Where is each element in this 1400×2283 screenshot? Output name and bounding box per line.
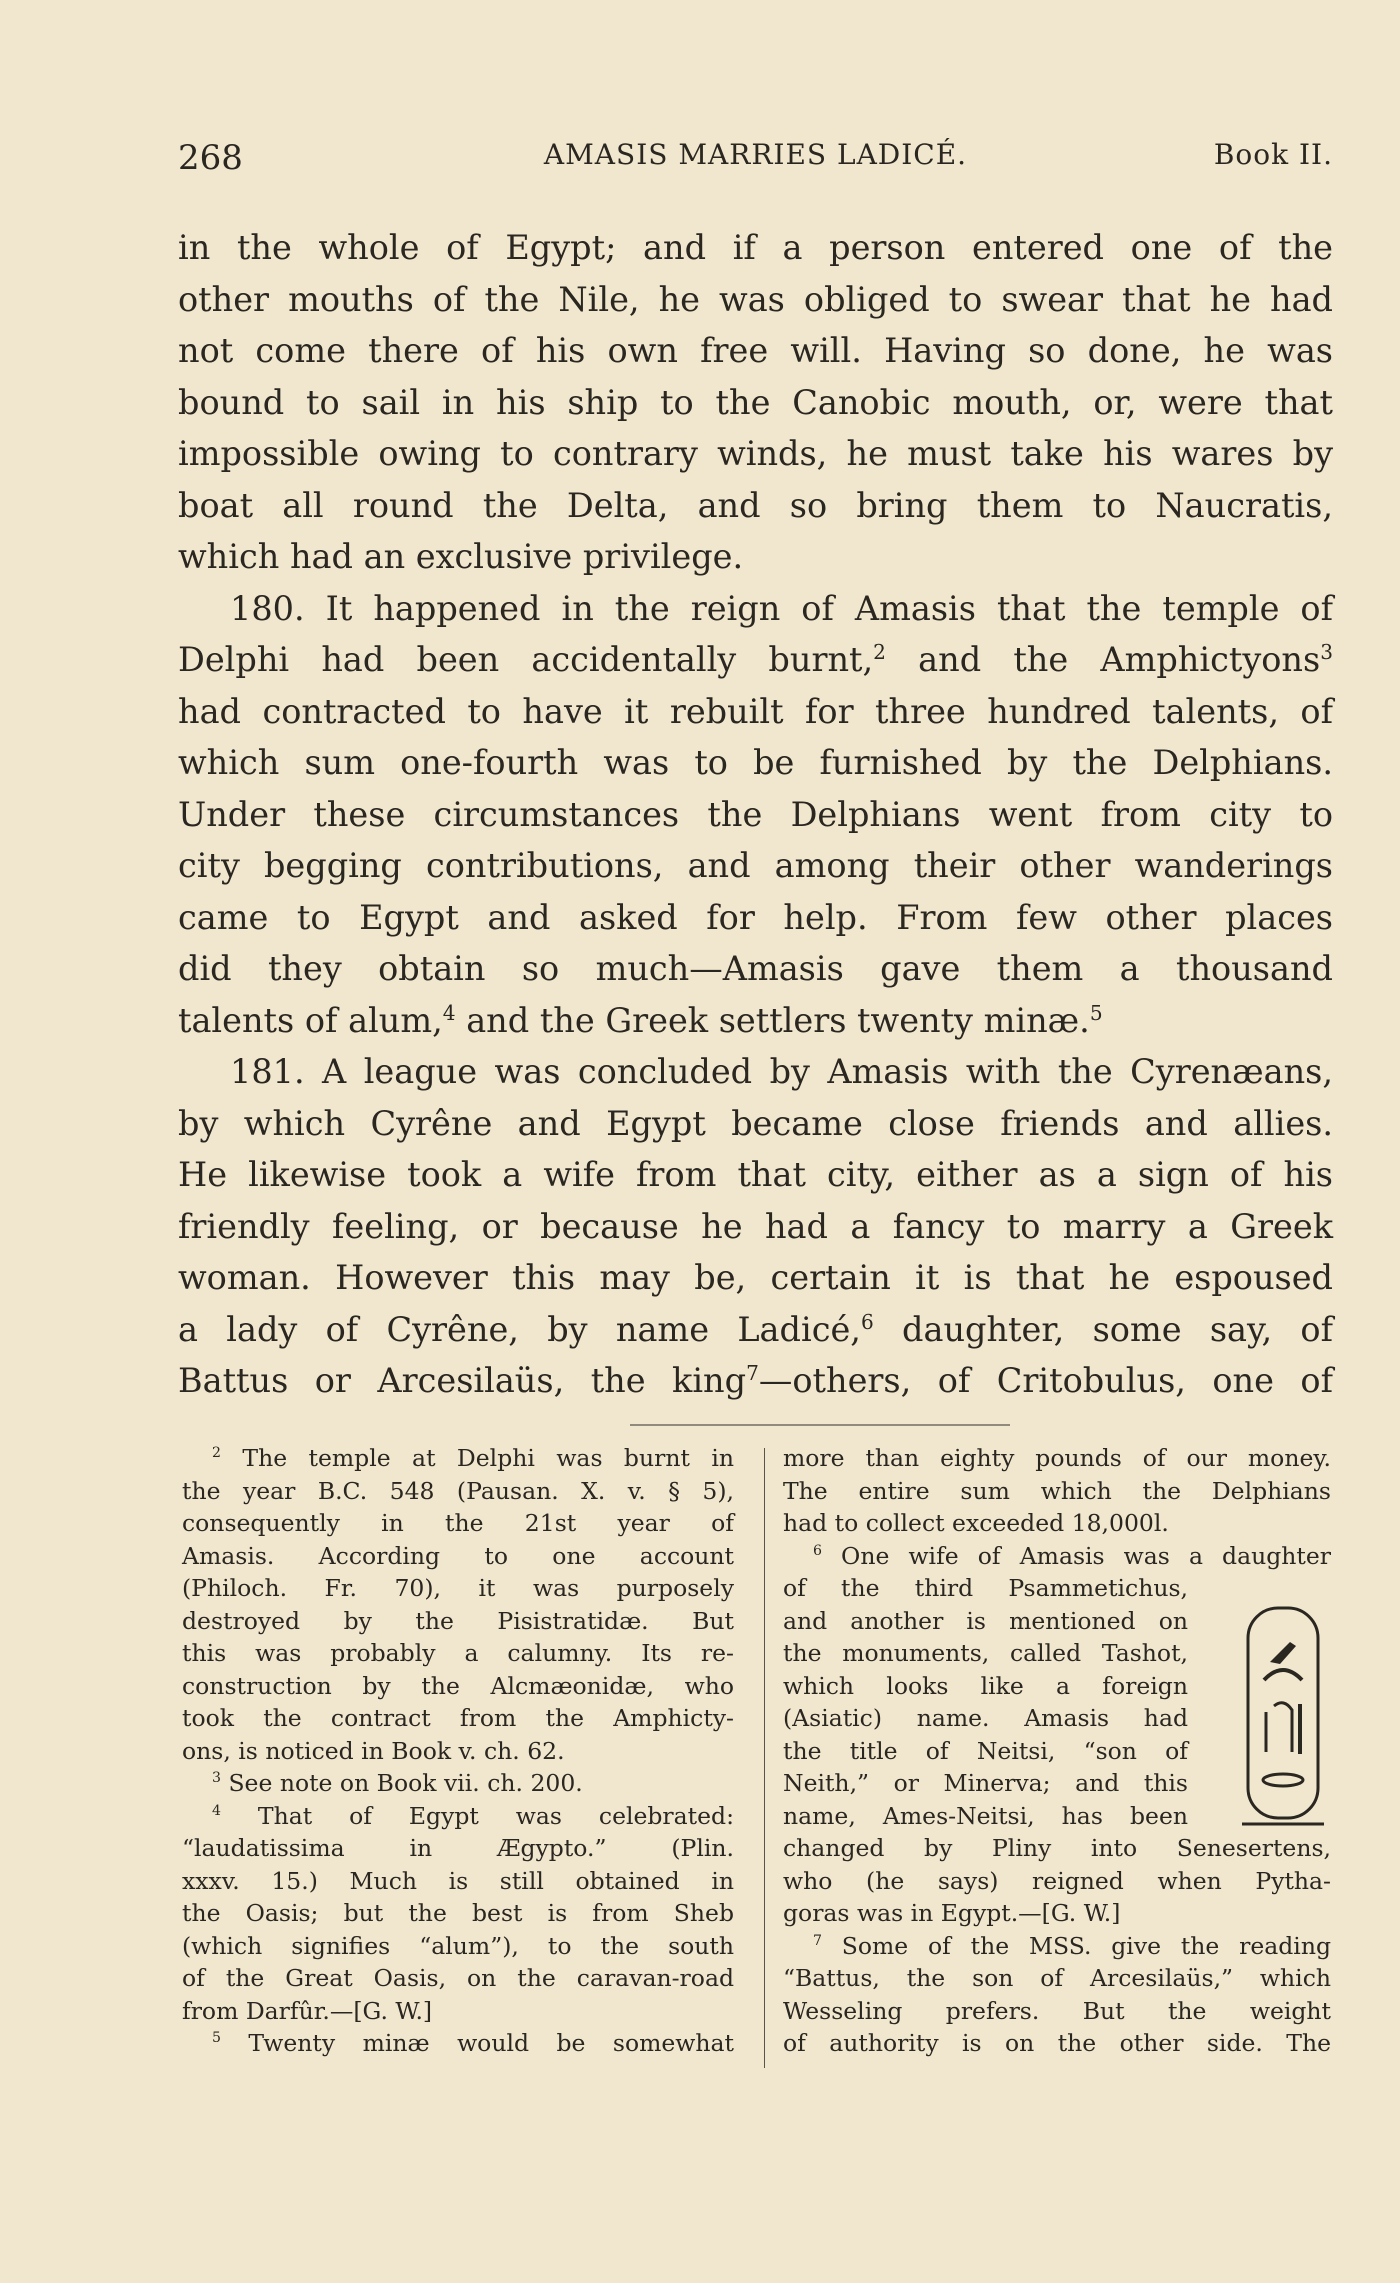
text-span: and the Amphictyons	[885, 640, 1321, 679]
footnote-line: Neith,” or Minerva; and this	[783, 1769, 1188, 1797]
footnote-line: had to collect exceeded 18,000l.	[783, 1509, 1169, 1537]
footnote-line: this was probably a calumny. Its re-	[182, 1639, 734, 1667]
footnote-line: construction by the Alcmæonidæ, who	[182, 1671, 734, 1700]
footnote-line: ons, is noticed in Book v. ch. 62.	[182, 1736, 565, 1765]
footnotes-left-column	[182, 1442, 734, 2060]
text-line	[178, 995, 1333, 1047]
footnote-line: name, Ames-Neitsi, has been	[783, 1801, 1188, 1830]
footnote-line: the Oasis; but the best is from Sheb	[182, 1899, 734, 1927]
running-title: AMASIS MARRIES LADICÉ.	[543, 138, 968, 171]
footnote-line: The entire sum which the Delphians	[783, 1476, 1331, 1505]
main-text	[178, 222, 1333, 1407]
footnote-text: The temple at Delphi was burnt in	[220, 1444, 734, 1472]
footnote-line: changed by Pliny into Senesertens,	[783, 1834, 1331, 1862]
text-line: not come there of his own free will. Having so done, he was	[178, 331, 1333, 370]
footnote-number: 4	[212, 1802, 221, 1819]
footnote-text: Twenty minæ would be somewhat	[220, 2029, 734, 2057]
footnote-line: the year B.C. 548 (Pausan. X. v. § 5),	[182, 1476, 734, 1505]
footnote-line	[783, 1930, 1331, 1963]
footnote-number: 6	[813, 1542, 822, 1559]
text-line: He likewise took a wife from that city, either as a sign of his	[178, 1155, 1333, 1194]
footnote-line: and another is mentioned on	[783, 1606, 1188, 1635]
footnote-number: 3	[212, 1770, 221, 1787]
footnote-number: 2	[212, 1445, 221, 1462]
text-span: Delphi had been accidentally burnt,	[178, 640, 874, 679]
footnote-ref: 6	[860, 1309, 874, 1334]
footnote-text: Some of the MSS. give the reading	[821, 1931, 1331, 1960]
footnote-line: the monuments, called Tashot,	[783, 1639, 1188, 1667]
text-line: city begging contributions, and among their other wanderings	[178, 846, 1333, 885]
text-line: 181. A league was concluded by Amasis with the Cyrenæans,	[230, 1052, 1333, 1091]
footnote-line: (which signifies “alum”), to the south	[182, 1931, 734, 1960]
footnote-number: 7	[813, 1932, 822, 1949]
text-span: daughter, some say, of	[873, 1309, 1334, 1349]
text-line: had contracted to have it rebuilt for three hundred talents, of	[178, 691, 1333, 731]
text-line: which sum one-fourth was to be furnished by the Delphians.	[178, 743, 1333, 782]
text-line: impossible owing to contrary winds, he must take his wares by	[178, 434, 1333, 473]
text-line: bound to sail in his ship to the Canobic mouth, or, were that	[178, 382, 1333, 422]
footnote-divider	[630, 1424, 1010, 1426]
text-span: and the Greek settlers twenty minæ.	[455, 1000, 1090, 1040]
text-line: by which Cyrêne and Egypt became close friends and allies.	[178, 1103, 1333, 1143]
footnote-line: (Asiatic) name. Amasis had	[783, 1704, 1188, 1732]
footnote-line: (Philoch. Fr. 70), it was purposely	[182, 1574, 734, 1602]
footnote-text: That of Egypt was celebrated:	[220, 1801, 734, 1830]
footnote-line: which looks like a foreign	[783, 1671, 1188, 1700]
text-line: which had an exclusive privilege.	[178, 537, 744, 576]
footnote-line: destroyed by the Pisistratidæ. But	[182, 1606, 734, 1635]
footnote-line: “laudatissima in Ægypto.” (Plin.	[182, 1834, 734, 1862]
page-number: 268	[178, 138, 243, 178]
text-line: came to Egypt and asked for help. From few other places	[178, 897, 1333, 937]
footnote-number: 5	[212, 2030, 221, 2047]
text-line	[178, 1355, 1333, 1407]
footnote-line: more than eighty pounds of our money.	[783, 1444, 1331, 1472]
hieroglyph-cartouche-icon	[1240, 1602, 1326, 1832]
footnote-line: goras was in Egypt.—[G. W.]	[783, 1899, 1121, 1927]
text-span: a lady of Cyrêne, by name Ladicé,	[178, 1309, 861, 1349]
text-line: in the whole of Egypt; and if a person entered one of the	[178, 228, 1333, 267]
footnote-line: from Darfûr.—[G. W.]	[182, 1996, 433, 2025]
footnote-line: xxxv. 15.) Much is still obtained in	[182, 1866, 734, 1895]
text-span: —others, of Critobulus, one of	[758, 1361, 1333, 1400]
footnote-line: the title of Neitsi, “son of	[783, 1736, 1188, 1765]
text-span: Battus or Arcesilaüs, the king	[178, 1361, 747, 1400]
footnote-line: consequently in the 21st year of	[182, 1509, 734, 1537]
text-line: friendly feeling, or because he had a fancy to marry a Greek	[178, 1206, 1333, 1246]
footnote-line: Wesseling prefers. But the weight	[783, 1996, 1331, 2025]
footnote-line: Amasis. According to one account	[182, 1541, 734, 1570]
footnote-line: took the contract from the Amphicty-	[182, 1704, 734, 1732]
footnote-ref: 5	[1089, 1000, 1103, 1025]
text-line: did they obtain so much—Amasis gave them a thousand	[178, 949, 1333, 988]
book-label: Book II.	[1213, 138, 1333, 171]
footnote-ref: 4	[442, 1000, 456, 1025]
footnote-text: One wife of Amasis was a daughter	[821, 1541, 1331, 1570]
footnote-line	[783, 1540, 1331, 1573]
text-line: 180. It happened in the reign of Amasis that the temple of	[230, 588, 1333, 628]
text-line: other mouths of the Nile, he was obliged to swear that he had	[178, 279, 1333, 319]
footnote-text: See note on Book vii. ch. 200.	[220, 1769, 583, 1797]
footnote-line: of the third Psammetichus,	[783, 1574, 1188, 1602]
footnote-ref: 7	[746, 1360, 759, 1385]
text-line: woman. However this may be, certain it is that he espoused	[178, 1258, 1333, 1297]
footnote-line	[182, 1442, 734, 1475]
footnote-line: of the Great Oasis, on the caravan-road	[182, 1964, 734, 1992]
footnote-line	[182, 2027, 734, 2060]
text-line	[178, 634, 1333, 686]
text-line: Under these circumstances the Delphians went from city to	[178, 794, 1333, 834]
text-span: talents of alum,	[178, 1000, 443, 1040]
text-line	[178, 1304, 1333, 1356]
footnote-line: who (he says) reigned when Pytha-	[783, 1866, 1331, 1895]
page-header	[178, 138, 1333, 178]
footnote-line: of authority is on the other side. The	[783, 2029, 1331, 2057]
footnote-line: “Battus, the son of Arcesilaüs,” which	[783, 1964, 1331, 1992]
footnote-ref: 3	[1320, 639, 1333, 664]
text-line: boat all round the Delta, and so bring them to Naucratis,	[178, 485, 1333, 525]
column-divider	[764, 1448, 765, 2068]
footnote-line	[182, 1767, 734, 1800]
footnote-line	[182, 1800, 734, 1833]
footnote-ref: 2	[873, 639, 886, 664]
